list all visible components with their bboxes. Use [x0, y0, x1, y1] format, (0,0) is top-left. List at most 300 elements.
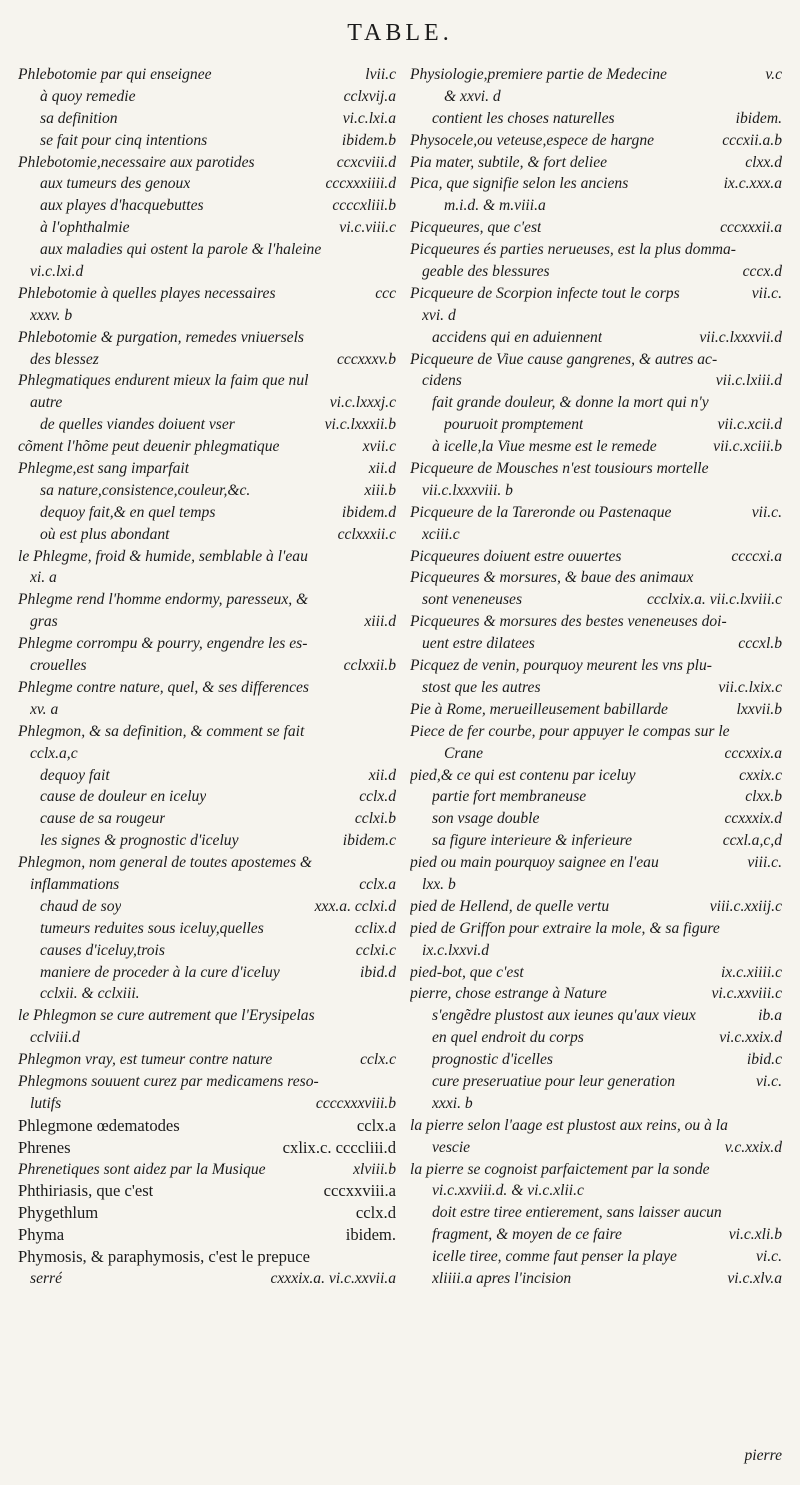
entry-text: vescie [432, 1138, 471, 1156]
index-entry [18, 1180, 396, 1202]
entry-reference: ccccxi.a [731, 547, 782, 565]
entry-reference: vii.c.xciii.b [713, 438, 782, 456]
entry-text: sa nature,consistence,couleur,&c. [40, 481, 251, 499]
entry-reference: ibidem. [735, 109, 782, 127]
entry-text: la pierre selon l'aage est plustost aux reins, ou à la [410, 1116, 728, 1134]
index-entry [18, 1005, 396, 1027]
entry-text: vi.c.xxviii.d. & vi.c.xlii.c [432, 1182, 584, 1200]
entry-text: Physocele,ou veteuse,espece de hargne [410, 131, 655, 149]
entry-text: doit estre tiree entierement, sans laisser aucun [432, 1204, 722, 1222]
entry-text: Phthiriasis, que c'est [18, 1181, 154, 1201]
index-entry [410, 261, 782, 283]
entry-reference: cclx.a [356, 1115, 396, 1135]
index-entry [18, 786, 396, 808]
entry-text: fait grande douleur, & donne la mort qui n'y [432, 394, 709, 412]
index-entry [18, 239, 396, 261]
entry-text: pied de Hellend, de quelle vertu [410, 897, 610, 915]
entry-reference: cclx.d [359, 788, 396, 806]
entry-text: gras [30, 613, 58, 631]
index-entry [18, 524, 396, 546]
index-entry [18, 983, 396, 1005]
index-entry [18, 327, 396, 349]
index-entry [18, 349, 396, 371]
entry-reference: xii.d [368, 460, 396, 478]
index-entry [18, 633, 396, 655]
index-entry [410, 918, 782, 940]
entry-reference: vii.c.lxix.c [718, 678, 782, 696]
entry-reference: ix.c.xxx.a [723, 175, 782, 193]
entry-text: Phymosis, & paraphymosis, c'est le prepuce [18, 1247, 310, 1267]
entry-text: pouruoit promptement [444, 416, 584, 434]
entry-reference: cccxxviii.a [323, 1181, 396, 1201]
index-entry [410, 896, 782, 918]
index-entry [18, 1115, 396, 1137]
entry-text: les signes & prognostic d'iceluy [40, 832, 239, 850]
index-entry [410, 940, 782, 962]
index-entry [18, 1027, 396, 1049]
index-entry [18, 699, 396, 721]
right-column [410, 64, 782, 1290]
entry-reference: clxx.b [745, 788, 782, 806]
entry-text: pierre, chose estrange à Nature [410, 985, 607, 1003]
entry-reference: xiii.d [364, 613, 396, 631]
entry-reference: cccxxxii.a [720, 219, 782, 237]
index-entry [18, 217, 396, 239]
entry-reference: ix.c.xiiii.c [720, 963, 782, 981]
entry-text: dequoy fait [40, 766, 110, 784]
index-entry [410, 1093, 782, 1115]
entry-text: cause de douleur en iceluy [40, 788, 207, 806]
entry-reference: vi.c.lxi.a [342, 109, 396, 127]
entry-reference: vi.c. [756, 1072, 782, 1090]
entry-text: Phlegmon, & sa definition, & comment se fait [18, 722, 305, 740]
entry-reference: cccxxix.a [724, 744, 782, 762]
entry-reference: ccccxxxviii.b [315, 1094, 396, 1112]
entry-reference: cccx.d [742, 263, 782, 281]
index-entry [18, 370, 396, 392]
index-entry [18, 918, 396, 940]
entry-text: Picqueures & morsures, & baue des animaux [410, 569, 694, 587]
entry-text: cclx.a,c [30, 744, 78, 762]
entry-text: xciii.c [422, 525, 460, 543]
index-entry [410, 414, 782, 436]
entry-text: Picqueure de Mousches n'est tousiours mortelle [410, 460, 709, 478]
index-entry [410, 765, 782, 787]
entry-reference: vi.c.xlv.a [727, 1269, 782, 1287]
entry-reference: ibidem.d [341, 503, 396, 521]
index-entry [18, 152, 396, 174]
entry-reference: cxxxix.a. vi.c.xxvii.a [270, 1269, 396, 1287]
entry-text: prognostic d'icelles [432, 1051, 553, 1069]
entry-reference: ibid.d [360, 963, 396, 981]
index-entry [410, 962, 782, 984]
entry-text: Picquez de venin, pourquoy meurent les vns plu- [410, 657, 712, 675]
entry-reference: ccxxxix.d [724, 810, 782, 828]
entry-text: fragment, & moyen de ce faire [432, 1226, 622, 1244]
entry-text: cidens [422, 372, 462, 390]
entry-text: à quoy remedie [40, 87, 136, 105]
entry-text: & xxvi. d [444, 87, 501, 105]
index-entry [18, 414, 396, 436]
entry-reference: ccc [375, 284, 396, 302]
entry-text: aux maladies qui ostent la parole & l'haleine [40, 241, 322, 259]
index-entry [410, 305, 782, 327]
entry-reference: ccxcviii.d [336, 153, 396, 171]
entry-text: Phlegme rend l'homme endormy, paresseux, & [18, 591, 309, 609]
entry-text: Pia mater, subtile, & fort deliee [410, 153, 608, 171]
entry-text: cause de sa rougeur [40, 810, 166, 828]
index-entry [18, 436, 396, 458]
entry-text: xvi. d [422, 306, 456, 324]
entry-text: cclxii. & cclxiii. [40, 985, 140, 1003]
entry-reference: vii.c.lxiii.d [715, 372, 782, 390]
entry-text: Phlegmons souuent curez par medicamens reso- [18, 1072, 319, 1090]
entry-reference: cccxxxiiii.d [325, 175, 396, 193]
entry-text: Phlebotomie,necessaire aux parotides [18, 153, 255, 171]
entry-reference: vii.c.lxxxvii.d [699, 328, 782, 346]
index-entry [18, 677, 396, 699]
index-entry [18, 458, 396, 480]
index-entry [410, 64, 782, 86]
entry-reference: vi.c.xxix.d [719, 1029, 782, 1047]
entry-reference: cclxi.c [355, 941, 396, 959]
entry-text: Phlebotomie par qui enseignee [18, 66, 212, 83]
entry-text: aux tumeurs des genoux [40, 175, 191, 193]
entry-text: le Phlegme, froid & humide, semblable à l'eau [18, 547, 308, 565]
entry-text: sa figure interieure & inferieure [432, 832, 633, 850]
entry-text: pied ou main pourquoy saignee en l'eau [410, 854, 659, 872]
entry-text: Phrenetiques sont aidez par la Musique [18, 1160, 266, 1178]
entry-reference: xlviii.b [353, 1160, 396, 1178]
index-entry [410, 1137, 782, 1159]
index-entry [18, 1159, 396, 1181]
entry-reference: ccclxix.a. vii.c.lxviii.c [646, 591, 782, 609]
entry-reference: xiii.b [364, 481, 396, 499]
index-entry [410, 677, 782, 699]
entry-reference: vii.c.xcii.d [717, 416, 782, 434]
entry-text: Piece de fer courbe, pour appuyer le compas sur le [410, 722, 730, 740]
entry-reference: ibidem. [345, 1225, 396, 1245]
entry-reference: cclxvij.a [343, 87, 396, 105]
entry-text: de quelles viandes doiuent vser [40, 416, 235, 434]
index-entry [18, 874, 396, 896]
index-entry [410, 392, 782, 414]
entry-reference: cccxl.b [738, 635, 782, 653]
entry-text: chaud de soy [40, 897, 122, 915]
index-entry [18, 546, 396, 568]
index-entry [410, 1027, 782, 1049]
entry-text: cclviii.d [30, 1029, 80, 1047]
entry-reference: vi.c.xxviii.c [711, 985, 782, 1003]
entry-text: Phlebotomie & purgation, remedes vniuersels [18, 328, 304, 346]
index-entry [18, 1071, 396, 1093]
index-entry [18, 589, 396, 611]
index-entry [18, 765, 396, 787]
index-entry [18, 86, 396, 108]
entry-text: Picqueure de Viue cause gangrenes, & autres ac- [410, 350, 718, 368]
index-entry [410, 86, 782, 108]
index-entry [18, 1224, 396, 1246]
index-entry [410, 1224, 782, 1246]
entry-text: lxx. b [422, 875, 456, 893]
entry-text: Picqueures és parties nerueuses, est la plus domma- [410, 241, 736, 259]
entry-text: Phlegme corrompu & pourry, engendre les es- [18, 635, 308, 653]
entry-reference: cclx.a [359, 875, 396, 893]
entry-text: maniere de proceder à la cure d'iceluy [40, 963, 280, 981]
entry-text: Phrenes [18, 1137, 71, 1157]
index-entry [410, 152, 782, 174]
entry-text: Picqueure de Scorpion infecte tout le corps [410, 284, 680, 302]
index-entry [410, 1202, 782, 1224]
entry-reference: cccxxxv.b [337, 350, 396, 368]
index-entry [18, 852, 396, 874]
entry-text: geable des blessures [422, 263, 550, 281]
index-entry [18, 962, 396, 984]
index-entry [410, 1005, 782, 1027]
index-entry [18, 1093, 396, 1115]
index-entry [410, 130, 782, 152]
entry-text: la pierre se cognoist parfaictement par la sonde [410, 1160, 710, 1178]
entry-reference: ccxl.a,c,d [722, 832, 782, 850]
index-entry [18, 1137, 396, 1159]
index-entry [410, 1115, 782, 1137]
entry-text: cõment l'hõme peut deuenir phlegmatique [18, 438, 280, 456]
index-entry [18, 896, 396, 918]
entry-text: lutifs [30, 1094, 62, 1112]
index-entry [410, 567, 782, 589]
index-entry [410, 1268, 782, 1290]
catchword: pierre [744, 1447, 782, 1464]
index-entry [410, 546, 782, 568]
entry-text: vi.c.lxi.d [30, 263, 84, 281]
index-entry [410, 480, 782, 502]
index-entry [410, 327, 782, 349]
entry-reference: xxx.a. cclxi.d [314, 897, 396, 915]
index-entry [410, 173, 782, 195]
entry-reference: cclxi.b [354, 810, 396, 828]
entry-text: Phlegme contre nature, quel, & ses differences [18, 678, 310, 696]
index-entry [410, 524, 782, 546]
index-entry [410, 1049, 782, 1071]
entry-text: tumeurs reduites sous iceluy,quelles [40, 919, 264, 937]
entry-text: Picqueures & morsures des bestes veneneuses doi- [410, 613, 727, 631]
entry-text: sont veneneuses [422, 591, 523, 609]
index-entry [410, 852, 782, 874]
entry-reference: ibidem.b [341, 131, 396, 149]
index-entry [410, 786, 782, 808]
entry-text: Physiologie,premiere partie de Medecine [410, 66, 667, 83]
index-entry [410, 370, 782, 392]
index-entry [18, 743, 396, 765]
entry-text: pied-bot, que c'est [410, 963, 524, 981]
entry-text: xxxv. b [30, 306, 73, 324]
index-entry [18, 130, 396, 152]
entry-reference: ib.a [758, 1007, 782, 1025]
entry-text: Phlegmon, nom general de toutes apostemes & [18, 854, 313, 872]
index-entry [410, 830, 782, 852]
entry-text: Crane [444, 744, 483, 762]
entry-text: pied de Griffon pour extraire la mole, & sa figure [410, 919, 720, 937]
entry-text: Phyma [18, 1225, 65, 1245]
entry-text: icelle tiree, comme faut penser la playe [432, 1248, 677, 1266]
index-entry [410, 1159, 782, 1181]
index-entry [410, 721, 782, 743]
index-entry [18, 392, 396, 414]
index-entry [410, 808, 782, 830]
index-entry [410, 589, 782, 611]
left-column [18, 64, 396, 1290]
entry-reference: v.c.xxix.d [724, 1138, 782, 1156]
index-entry [410, 283, 782, 305]
entry-text: Pie à Rome, merueilleusement babillarde [410, 700, 668, 718]
entry-text: Phygethlum [18, 1203, 99, 1223]
entry-text: Phlegmatiques endurent mieux la faim que nul [18, 372, 309, 390]
entry-text: des blessez [30, 350, 99, 368]
entry-reference: ibidem.c [342, 832, 396, 850]
entry-text: ix.c.lxxvi.d [422, 941, 490, 959]
entry-reference: v.c [765, 66, 782, 83]
index-entry [18, 283, 396, 305]
entry-text: son vsage double [432, 810, 540, 828]
entry-reference: cxxix.c [739, 766, 782, 784]
index-entry [410, 1180, 782, 1202]
entry-text: Picqueures doiuent estre ouuertes [410, 547, 622, 565]
index-entry [18, 480, 396, 502]
index-entry [18, 502, 396, 524]
index-entry [18, 940, 396, 962]
entry-reference: ccccxliii.b [332, 197, 396, 215]
index-entry [18, 611, 396, 633]
entry-reference: cclix.d [354, 919, 396, 937]
entry-reference: cccxii.a.b [722, 131, 782, 149]
entry-reference: cxlix.c. ccccliii.d [282, 1137, 396, 1157]
entry-text: Phlebotomie à quelles playes necessaires [18, 284, 276, 302]
entry-text: dequoy fait,& en quel temps [40, 503, 216, 521]
entry-text: serré [30, 1269, 63, 1287]
entry-reference: vi.c.viii.c [339, 219, 396, 237]
entry-reference: ibid.c [746, 1051, 782, 1069]
entry-text: xliiii.a apres l'incision [432, 1269, 572, 1287]
entry-text: à l'ophthalmie [40, 219, 130, 237]
entry-text: pied,& ce qui est contenu par iceluy [410, 766, 636, 784]
index-entry [18, 830, 396, 852]
entry-text: cure preseruatiue pour leur generation [432, 1072, 676, 1090]
index-entry [18, 721, 396, 743]
index-entry [18, 64, 396, 86]
index-entry [18, 173, 396, 195]
index-entry [18, 567, 396, 589]
entry-text: partie fort membraneuse [432, 788, 587, 806]
entry-reference: cclxxxii.c [337, 525, 396, 543]
index-entry [18, 1202, 396, 1224]
index-entry [410, 349, 782, 371]
entry-text: uent estre dilatees [422, 635, 535, 653]
entry-reference: viii.c. [747, 854, 782, 872]
entry-text: Picqueures, que c'est [410, 219, 542, 237]
entry-reference: clxx.d [745, 153, 782, 171]
entry-text: Picqueure de la Tareronde ou Pastenaque [410, 503, 672, 521]
index-entry [410, 983, 782, 1005]
index-entry [18, 808, 396, 830]
entry-reference: vi.c.lxxxj.c [329, 394, 396, 412]
entry-text: inflammations [30, 875, 120, 893]
entry-text: Phlegmone œdematodes [18, 1115, 180, 1135]
index-entry [18, 1246, 396, 1268]
index-entry [410, 611, 782, 633]
index-entry [18, 655, 396, 677]
index-entry [410, 743, 782, 765]
index-entry [410, 1071, 782, 1093]
entry-reference: cclxxii.b [343, 657, 396, 675]
index-entry [18, 305, 396, 327]
entry-text: s'engẽdre plustost aux ieunes qu'aux vieux [432, 1007, 696, 1025]
index-entry [410, 1246, 782, 1268]
entry-text: xxxi. b [432, 1094, 473, 1112]
entry-text: sa definition [40, 109, 118, 127]
index-entry [18, 195, 396, 217]
index-entry [410, 458, 782, 480]
entry-reference: vi.c. [756, 1248, 782, 1266]
entry-text: causes d'iceluy,trois [40, 941, 165, 959]
entry-text: Phlegme,est sang imparfait [18, 460, 190, 478]
index-entry [410, 633, 782, 655]
index-entry [410, 874, 782, 896]
index-entry [410, 502, 782, 524]
entry-reference: lvii.c [365, 66, 396, 83]
entry-text: xv. a [30, 700, 59, 718]
entry-reference: xvii.c [362, 438, 396, 456]
index-entry [410, 655, 782, 677]
entry-text: Pica, que signifie selon les anciens [410, 175, 629, 193]
entry-reference: cclx.c [360, 1051, 396, 1069]
entry-text: xi. a [30, 569, 57, 587]
index-entry [410, 239, 782, 261]
entry-text: aux playes d'hacquebuttes [40, 197, 204, 215]
index-entry [410, 108, 782, 130]
entry-reference: cclx.d [355, 1203, 396, 1223]
entry-text: Phlegmon vray, est tumeur contre nature [18, 1051, 273, 1069]
index-entry [410, 699, 782, 721]
entry-text: autre [30, 394, 63, 412]
entry-text: accidens qui en aduiennent [432, 328, 603, 346]
entry-text: stost que les autres [422, 678, 541, 696]
entry-reference: vi.c.lxxxii.b [324, 416, 396, 434]
entry-reference: vii.c. [751, 503, 782, 521]
entry-text: où est plus abondant [40, 525, 170, 543]
index-entry [18, 1049, 396, 1071]
index-entry [18, 1268, 396, 1290]
entry-text: à icelle,la Viue mesme est le remede [432, 438, 657, 456]
index-entry [410, 436, 782, 458]
index-entry [410, 195, 782, 217]
entry-text: le Phlegmon se cure autrement que l'Erysipelas [18, 1007, 315, 1025]
entry-text: en quel endroit du corps [432, 1029, 584, 1047]
page-title: TABLE. [347, 20, 453, 46]
entry-reference: lxxvii.b [736, 700, 782, 718]
entry-text: m.i.d. & m.viii.a [444, 197, 546, 215]
index-entry [18, 261, 396, 283]
entry-text: contient les choses naturelles [432, 109, 615, 127]
entry-text: se fait pour cinq intentions [40, 131, 208, 149]
entry-text: crouelles [30, 657, 87, 675]
entry-reference: vi.c.xli.b [728, 1226, 782, 1244]
entry-text: vii.c.lxxxviii. b [422, 481, 513, 499]
entry-reference: xii.d [368, 766, 396, 784]
entry-reference: viii.c.xxiij.c [709, 897, 782, 915]
index-entry [410, 217, 782, 239]
index-entry [18, 108, 396, 130]
entry-reference: vii.c. [751, 284, 782, 302]
